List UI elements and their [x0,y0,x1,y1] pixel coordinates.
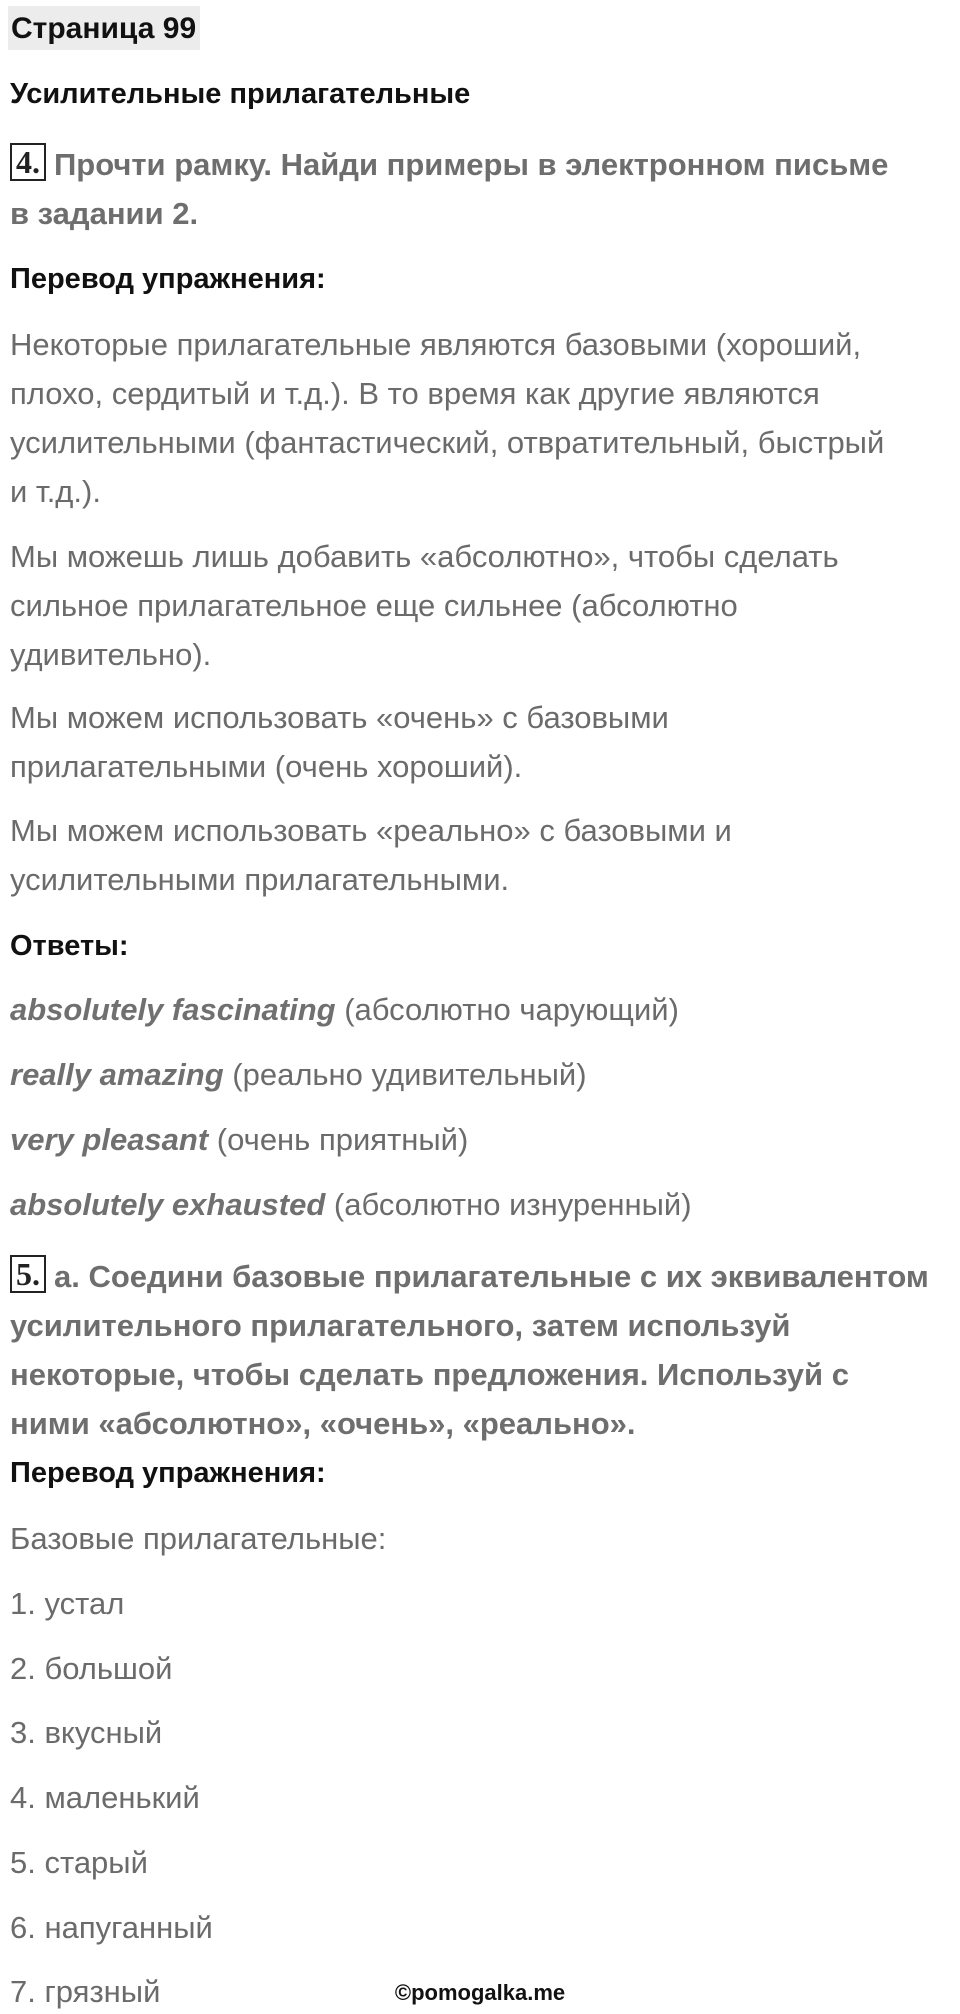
paragraph-line: Мы можешь лишь добавить «абсолютно», чтобы сделать [10,539,839,574]
paragraph-line: прилагательными (очень хороший). [10,749,523,784]
paragraph-line: удивительно). [10,637,212,672]
task-4-instruction [10,140,955,238]
answer-translation: (абсолютно чарующий) [335,992,679,1027]
answers-heading: Ответы: [10,930,129,962]
answer-item [10,1184,955,1226]
task-5-number-box: 5. [10,1255,46,1293]
footer-watermark: ©pomogalka.me [394,1980,566,2005]
translation-heading-2: Перевод упражнения: [10,1457,326,1489]
answer-item [10,989,955,1031]
answer-translation: (реально удивительный) [223,1057,587,1092]
answer-english: very pleasant [10,1122,209,1157]
paragraph-3 [10,693,955,791]
paragraph-2 [10,532,955,679]
task-5-text-2: усилительного прилагательного, затем используй [10,1308,791,1343]
task-4-line-1 [10,140,955,189]
list-item: 3. вкусный [10,1715,163,1750]
answer-item [10,1054,955,1096]
task-4-number-box: 4. [10,143,46,181]
translation-heading: Перевод упражнения: [10,263,326,295]
paragraph-4 [10,806,955,904]
paragraph-line: усилительными (фантастический, отвратительный, быстрый [10,425,885,460]
list-item: 1. устал [10,1586,125,1621]
paragraph-line: плохо, сердитый и т.д.). В то время как другие являются [10,376,820,411]
list-item: 6. напуганный [10,1910,213,1945]
answer-english: really amazing [10,1057,224,1092]
paragraph-line: сильное прилагательное еще сильнее (абсолютно [10,588,738,623]
list-item: 7. грязный [10,1974,161,2009]
task-5-text-4: ними «абсолютно», «очень», «реально». [10,1406,636,1441]
paragraph-line: усилительными прилагательными. [10,862,510,897]
task-4-text-1: Прочти рамку. Найди примеры в электронном письме [54,147,889,182]
answer-translation: (очень приятный) [208,1122,469,1157]
paragraph-line: Мы можем использовать «реально» с базовыми и [10,813,732,848]
answer-translation: (абсолютно изнуренный) [325,1187,692,1222]
answer-english: absolutely fascinating [10,992,336,1027]
paragraph-1 [10,320,955,516]
list-item: 4. маленький [10,1780,200,1815]
task-5-text-1: a. Соедини базовые прилагательные с их эквивалентом [54,1259,929,1294]
paragraph-line: Мы можем использовать «очень» с базовыми [10,700,669,735]
task-5-line-1 [10,1252,955,1301]
list-item: 2. большой [10,1651,173,1686]
answer-english: absolutely exhausted [10,1187,326,1222]
task-5-text-3: некоторые, чтобы сделать предложения. Используй с [10,1357,849,1392]
paragraph-line: и т.д.). [10,474,101,509]
answer-item [10,1119,955,1161]
task-4-text-2: в задании 2. [10,196,199,231]
section-title: Усилительные прилагательные [10,78,471,110]
paragraph-line: Некоторые прилагательные являются базовыми (хороший, [10,327,862,362]
list-item: 5. старый [10,1845,148,1880]
base-adjectives-label: Базовые прилагательные: [10,1521,387,1556]
page-number-label: Страница 99 [8,6,200,50]
task-5-instruction [10,1252,955,1448]
